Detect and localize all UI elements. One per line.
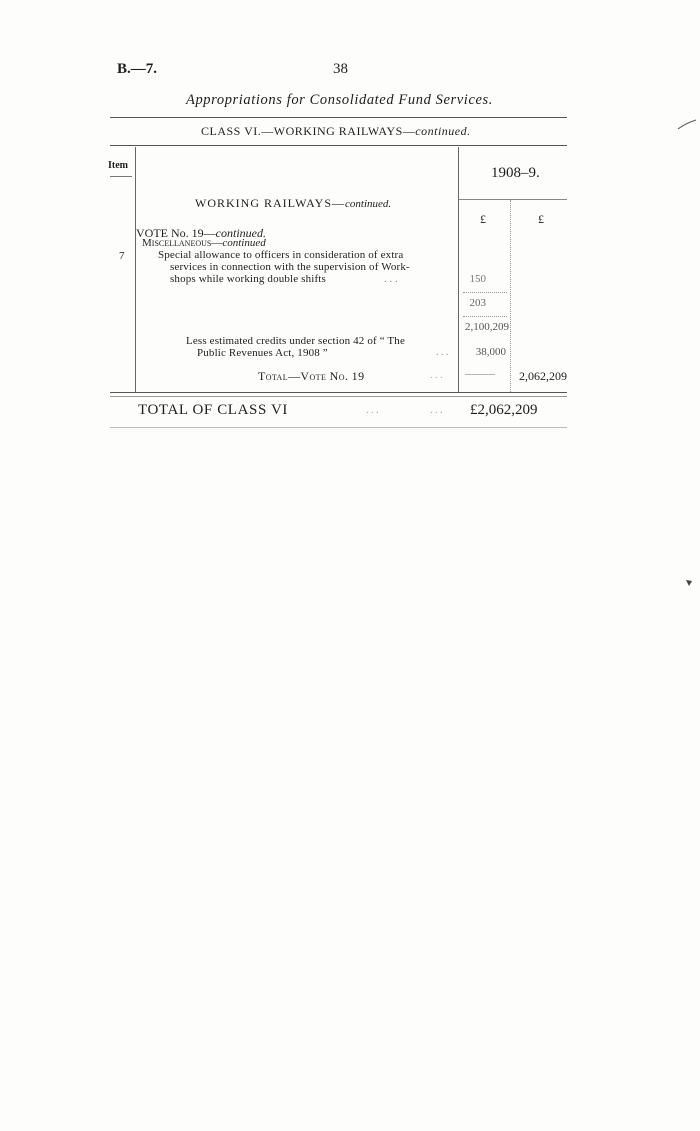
class-heading-continued: continued. <box>415 124 471 138</box>
special-allowance-line-2: services in connection with the supervision of Work- <box>170 261 410 273</box>
margin-mark-right <box>684 578 694 588</box>
document-reference: B.—7. <box>117 61 158 77</box>
rule-table-bottom <box>110 392 567 393</box>
rule-table-bottom-2 <box>110 396 567 397</box>
section-title <box>195 196 391 211</box>
item-number: 7 <box>119 250 125 262</box>
year-header-rule <box>459 199 567 200</box>
subtotal-value: 203 <box>469 297 486 309</box>
class-total-value: £2,062,209 <box>470 402 538 418</box>
item-header-underline <box>110 176 132 177</box>
class-total-dots-2: . . . <box>430 405 443 416</box>
less-credits-line-2: Public Revenues Act, 1908 ” <box>197 347 328 359</box>
section-title-text: WORKING RAILWAYS— <box>195 196 345 210</box>
misc-heading <box>142 237 266 249</box>
currency-symbol-2: £ <box>538 212 544 226</box>
amount-subcolumn-divider <box>510 200 511 392</box>
vote-total-label: Total—Vote No. 19 <box>258 369 365 383</box>
item-column-divider <box>135 147 136 392</box>
less-credits-value: 38,000 <box>475 346 506 358</box>
year-header: 1908–9. <box>491 165 540 181</box>
misc-heading-text: Miscellaneous— <box>142 237 223 249</box>
vote-total-dash: ——— <box>465 369 495 380</box>
misc-heading-continued: continued <box>222 237 266 249</box>
amount-column-divider <box>458 147 459 392</box>
page-number: 38 <box>333 61 348 77</box>
class-total-label: TOTAL OF CLASS VI <box>138 402 288 418</box>
section-title-continued: continued. <box>345 198 392 210</box>
less-credits-dots: . . . <box>436 347 449 358</box>
margin-mark-top-right <box>676 117 700 131</box>
class-total-dots-1: . . . <box>366 405 379 416</box>
page-title: Appropriations for Consolidated Fund Services. <box>186 92 493 108</box>
gross-value: 2,100,209 <box>465 321 509 333</box>
rule-page-end <box>110 427 567 428</box>
item-header: Item <box>108 160 128 171</box>
vote-total-value: 2,062,209 <box>519 369 567 383</box>
special-allowance-line-3: shops while working double shifts <box>170 273 326 285</box>
rule-table-top <box>110 145 567 146</box>
class-heading-text: CLASS VI.—WORKING RAILWAYS— <box>201 124 416 138</box>
vote-heading-continued: continued. <box>215 226 266 240</box>
gross-rule <box>463 316 507 317</box>
subtotal-rule <box>463 292 507 293</box>
special-allowance-value: 150 <box>469 273 486 285</box>
less-credits-line-1: Less estimated credits under section 42 of “ The <box>186 335 405 347</box>
vote-total-dots: . . . <box>430 370 443 381</box>
class-heading <box>201 124 471 139</box>
vote-heading-text: VOTE No. 19— <box>136 226 216 240</box>
special-allowance-line-1: Special allowance to officers in consideration of extra <box>158 249 404 261</box>
special-allowance-dots: . . . <box>384 273 398 285</box>
rule-top <box>110 117 567 118</box>
currency-symbol-1: £ <box>480 212 486 226</box>
